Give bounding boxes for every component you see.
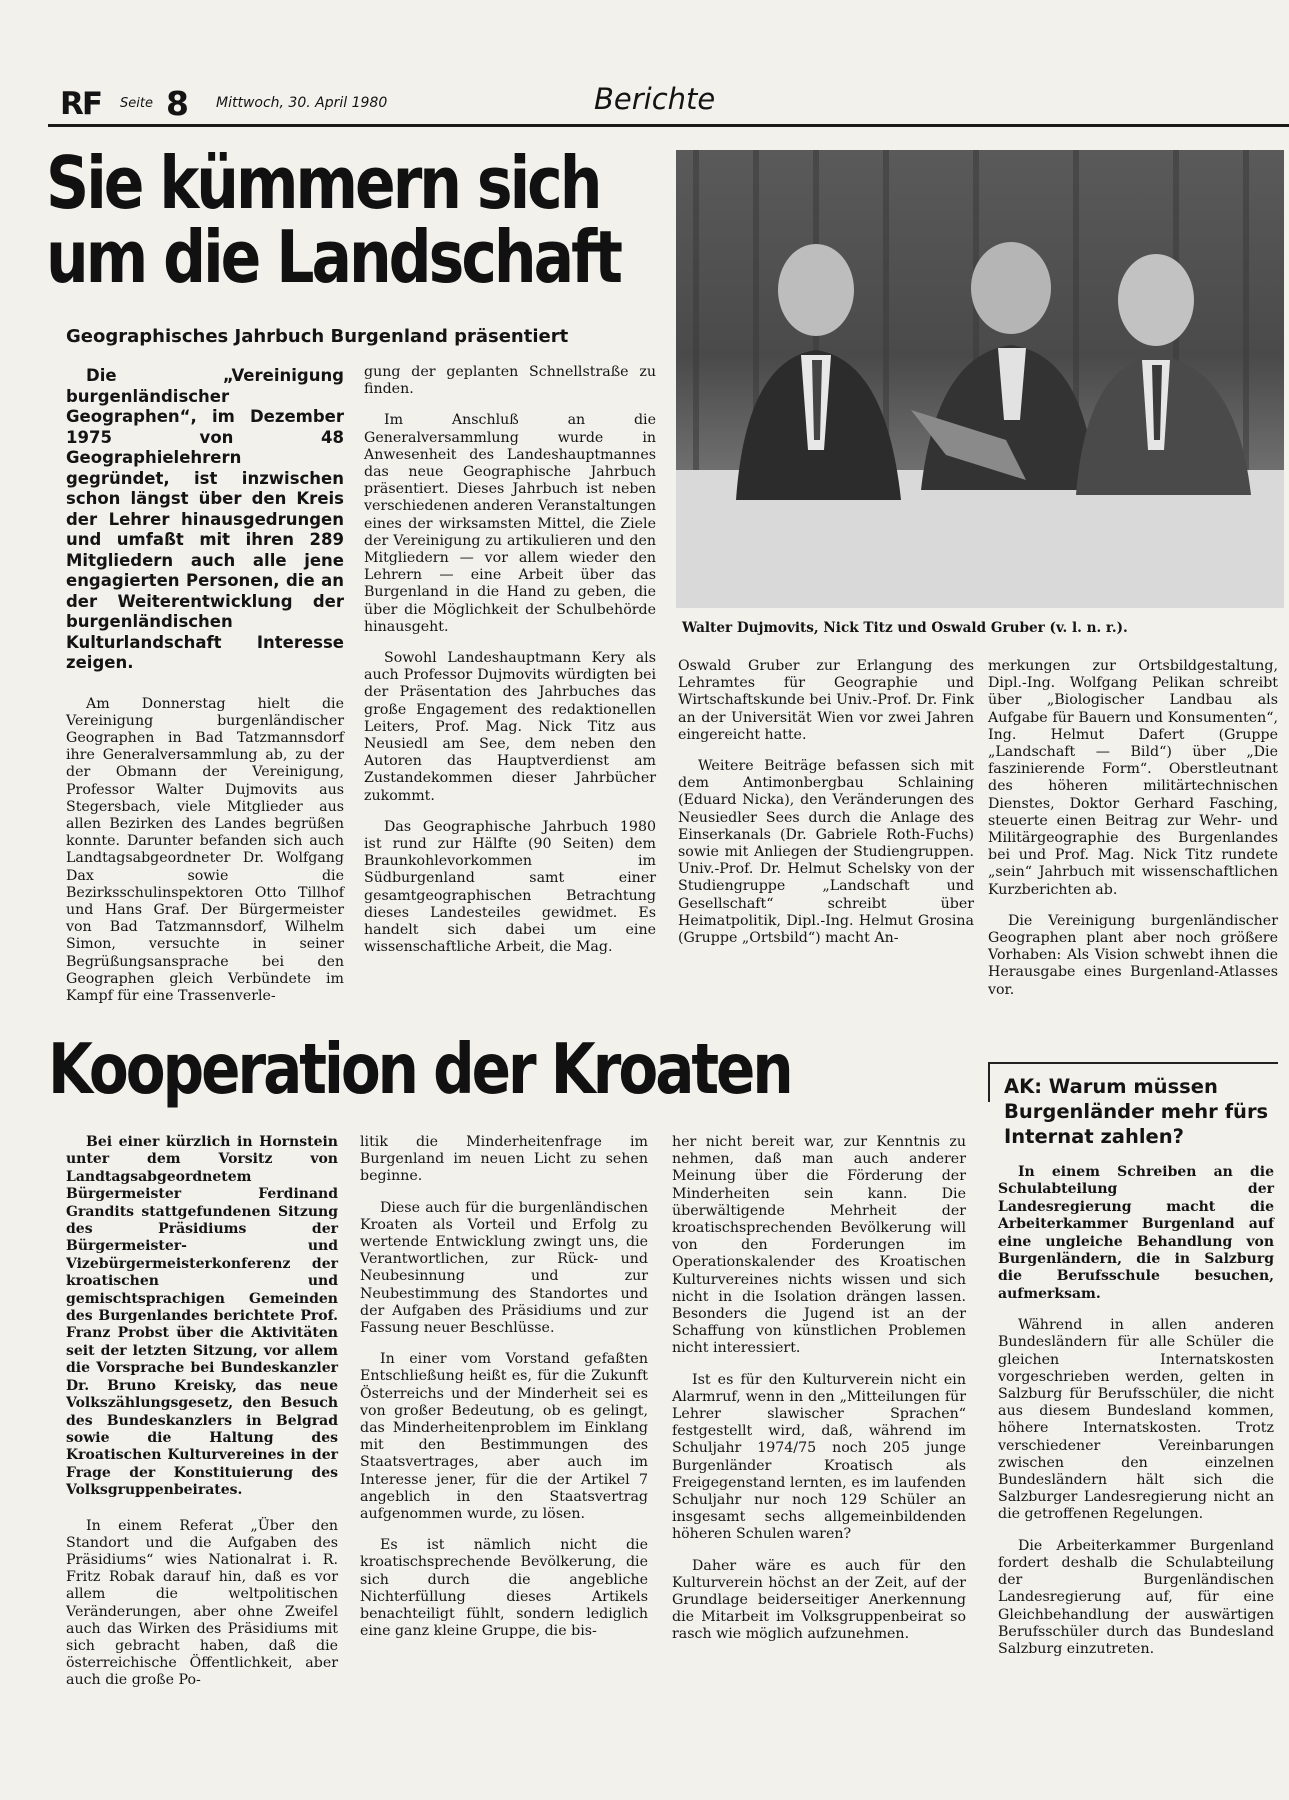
- article2-col2-paragraph-3: In einer vom Vorstand gefaßten Entschließung heißt es, für die Zukunft Österreichs und der Minderheit sei es von großer Bedeutung, ob es gelingt, das Minderheitenproblem im Einklang mit den Bestimmungen des Staatsvertrages, aber auch im Interesse jener, für die der Artikel 7 angeblich in den Staatsvertrag aufgenommen wurde, zu lösen.: [360, 1351, 648, 1523]
- article2-column-2: [360, 1134, 648, 1640]
- article3-paragraph-2: Die Arbeiterkammer Burgenland fordert deshalb die Schulabteilung der Burgenländischen Landesregierung auf, für eine Gleichbehandlung der auswärtigen Berufsschüler durch das Bundesland Salzburg einzutreten.: [998, 1537, 1274, 1657]
- masthead: [48, 80, 1288, 126]
- article1-subhead: Geographisches Jahrbuch Burgenland präsentiert: [66, 326, 569, 347]
- article3-box-rule-left: [988, 1062, 990, 1102]
- article2-col3-paragraph-2: Ist es für den Kulturverein nicht ein Alarmruf, wenn in den „Mitteilungen für Lehrer slawischer Sprachen“ festgestellt wird, daß, während im Schuljahr 1974/75 noch 205 junge Burgenländer Kroatisch als Freigegenstand lernten, es im laufenden Schuljahr nur noch 129 Schüler an insgesamt sechs allgemeinbildenden höheren Schulen waren?: [672, 1371, 966, 1543]
- article2-column-1: [66, 1134, 338, 1690]
- article1-photo: [676, 150, 1284, 608]
- masthead-logo: RF: [60, 86, 102, 122]
- article1-column-4: [988, 658, 1278, 999]
- article1-col4-paragraph-1: merkungen zur Ortsbildgestaltung, Dipl.-Ing. Wolfgang Pelikan schreibt über „Biologischer Landbau als Aufgabe für Bauern und Konsumenten“, Ing. Helmut Dafert (Gruppe „Landschaft — Bild“) über „Die faszinierende Form“. Oberstleutnant des höheren militärtechnischen Dienstes, Doktor Gerhard Fasching, steuerte einen Beitrag zur Wehr- und Militärgeographie des Burgenlandes bei und Prof. Mag. Nick Titz rundete „sein“ Jahrbuch mit wissenschaftlichen Kurzberichten ab.: [988, 658, 1278, 898]
- article1-photo-figures: [676, 150, 1284, 608]
- article1-lead: Die „Vereinigung burgenländischer Geographen“, im Dezember 1975 von 48 Geographielehrern gegründet, ist inzwischen schon längst über den Kreis der Lehrer hinausgedrungen und umfaßt mit ihren 289 Mitgliedern auch alle jene engagierten Personen, die an der Weiterentwicklung der burgenländischen Kulturlandschaft Interesse zeigen.: [66, 366, 344, 672]
- article1-col4-paragraph-2: Die Vereinigung burgenländischer Geographen plant aber noch größere Vorhaben: Als Vision schwebt ihnen die Herausgabe eines Burgenland-Atlasses vor.: [988, 912, 1278, 998]
- article2-col1-paragraph: In einem Referat „Über den Standort und die Aufgaben des Präsidiums“ wies Nationalrat i. R. Fritz Robak darauf hin, daß es vor allem die weltpolitischen Veränderungen, aber ohne Zweifel auch das Wirken des Präsidiums mit sich gebracht haben, daß die österreichische Öffentlichkeit, aber auch die große Po-: [66, 1517, 338, 1689]
- article1-photo-caption: Walter Dujmovits, Nick Titz und Oswald Gruber (v. l. n. r.).: [682, 620, 1128, 636]
- article2-col2-paragraph-2: Diese auch für die burgenländischen Kroaten als Vorteil und Erfolg zu wertende Entwicklung zwingt uns, die Verantwortlichen, zur Rück- und Neubesinnung und zur Neubestimmung des Standortes und der Aufgaben des Präsidiums und zur Fassung neuer Beschlüsse.: [360, 1199, 648, 1337]
- article1-col2-paragraph-4: Das Geographische Jahrbuch 1980 ist rund zur Hälfte (90 Seiten) dem Braunkohlevorkommen im Südburgenland samt einer gesamtgeographischen Betrachtung dieses Landesteiles gewidmet. Es handelt sich dabei um eine wissenschaftliche Arbeit, die Mag.: [364, 818, 656, 956]
- article1-col3-paragraph-2: Weitere Beiträge befassen sich mit dem Antimonbergbau Schlaining (Eduard Nicka), den Veränderungen des Neusiedler Sees durch die Anlage des Einserkanals (Dr. Gabriele Roth-Fuchs) sowie mit Anliegen der Studiengruppen. Univ.-Prof. Dr. Helmut Schelsky von der Studiengruppe „Landschaft und Gesellschaft“ schreibt über Heimatpolitik, Dipl.-Ing. Helmut Grosina (Gruppe „Ortsbild“) macht An-: [678, 758, 974, 947]
- article1-col1-paragraph: Am Donnerstag hielt die Vereinigung burgenländischer Geographen in Bad Tatzmannsdorf ihre Generalversammlung ab, zu der der Obmann der Vereinigung, Professor Walter Dujmovits aus Stegersbach, viele Mitglieder aus allen Bezirken des Landes begrüßen konnte. Darunter befanden sich auch Landtagsabgeordneter Dr. Wolfgang Dax sowie die Bezirksschulinspektoren Otto Tillhof und Hans Graf. Der Bürgermeister von Bad Tatzmannsdorf, Wilhelm Simon, versuchte in seiner Begrüßungsansprache bei den Geographen gleich Verbündete im Kampf für eine Trassenverle-: [66, 695, 344, 1004]
- article3-column: [998, 1164, 1274, 1658]
- article2-col3-paragraph-3: Daher wäre es auch für den Kulturverein höchst an der Zeit, auf der Grundlage beiderseitiger Anerkennung die Mitarbeit im Volksgruppenbeirat so rasch wie möglich aufzunehmen.: [672, 1557, 966, 1643]
- masthead-rule: [48, 124, 1289, 127]
- article1-col3-paragraph-1: Oswald Gruber zur Erlangung des Lehramtes für Geographie und Wirtschaftskunde bei Univ.-Prof. Dr. Fink an der Universität Wien vor zwei Jahren eingereicht hatte.: [678, 658, 974, 743]
- article2-col3-paragraph-1: her nicht bereit war, zur Kenntnis zu nehmen, daß man auch anderer Meinung über die Förderung der Minderheiten sein kann. Die überwältigende Mehrheit der kroatischsprechenden Bevölkerung will von den Forderungen im Operationskalender des Kroatischen Kulturvereines nichts wissen und sich nicht in die Isolation drängen lassen. Besonders die Jugend ist an der Schaffung von künstlichen Problemen nicht interessiert.: [672, 1134, 966, 1357]
- masthead-page-number: 8: [166, 84, 189, 123]
- article1-column-1: [66, 366, 344, 1005]
- article1-col2-paragraph-2: Im Anschluß an die Generalversammlung wurde in Anwesenheit des Landeshauptmannes das neue Geographische Jahrbuch präsentiert. Dieses Jahrbuch ist neben verschiedenen anderen Veranstaltungen eines der wirksamsten Mittel, die Ziele der Vereinigung zu artikulieren und den Mitgliedern — vor allem wieder den Lehrern — eine Arbeit über das Burgenland in die Hand zu geben, die über die Möglichkeit der Schulbehörde hinausgeht.: [364, 412, 656, 635]
- article3-headline: AK: Warum müssen Burgenländer mehr fürs Internat zahlen?: [1004, 1075, 1269, 1148]
- article1-col2-paragraph-3: Sowohl Landeshauptmann Kery als auch Professor Dujmovits würdigten bei der Präsentation des Jahrbuches das große Engagement des redaktionellen Leiters, Prof. Mag. Nick Titz aus Neusiedl am See, dem neben den Autoren das Hauptverdienst am Zustandekommen dieser Jahrbücher zukommt.: [364, 650, 656, 804]
- article3-paragraph-1: Während in allen anderen Bundesländern für alle Schüler die gleichen Internatskosten vorgeschrieben werden, gelten in Salzburg für Berufsschüler, die nicht aus diesem Bundesland kommen, höhere Internatskosten. Trotz verschiedener Vereinbarungen zwischen den einzelnen Bundesländern hält sich die Salzburger Landesregierung nicht an die getroffenen Regelungen.: [998, 1317, 1274, 1523]
- article1-column-3: [678, 658, 974, 947]
- article3-box-rule-top: [988, 1062, 1278, 1064]
- article1-headline-line1: Sie kümmern sich: [46, 142, 600, 226]
- masthead-section: Berichte: [594, 82, 716, 116]
- article1-column-2: [364, 364, 656, 957]
- article1-col2-paragraph-1: gung der geplanten Schnellstraße zu finden.: [364, 364, 656, 398]
- masthead-page-label: Seite: [120, 96, 153, 111]
- article1-headline-line2: um die Landschaft: [46, 216, 620, 300]
- article2-col2-paragraph-1: litik die Minderheitenfrage im Burgenland im neuen Licht zu sehen beginne.: [360, 1134, 648, 1185]
- article2-col2-paragraph-4: Es ist nämlich nicht die kroatischsprechende Bevölkerung, die sich durch die angebliche Nichterfüllung dieses Artikels benachteiligt fühlt, sondern lediglich eine ganz kleine Gruppe, die bis-: [360, 1537, 648, 1640]
- article2-lead: Bei einer kürzlich in Hornstein unter dem Vorsitz von Landtagsabgeordnetem Bürgermeister Ferdinand Grandits stattgefundenen Sitzung des Präsidiums der Bürgermeister- und Vizebürgermeisterkonferenz der kroatischen und gemischtsprachigen Gemeinden des Burgenlandes berichtete Prof. Franz Probst über die Aktivitäten seit der letzten Sitzung, vor allem die Vorsprache bei Bundeskanzler Dr. Bruno Kreisky, das neue Volkszählungsgesetz, den Besuch des Bundeskanzlers in Belgrad sowie die Haltung des Kroatischen Kulturvereines in der Frage der Konstituierung des Volksgruppenbeirates.: [66, 1134, 338, 1499]
- article3-lead: In einem Schreiben an die Schulabteilung der Landesregierung macht die Arbeiterkammer Burgenland auf eine ungleiche Behandlung von Burgenländern, die in Salzburg die Berufsschule besuchen, aufmerksam.: [998, 1164, 1274, 1302]
- article2-headline: Kooperation der Kroaten: [48, 1028, 791, 1110]
- masthead-date: Mittwoch, 30. April 1980: [216, 95, 388, 111]
- article2-column-3: [672, 1134, 966, 1644]
